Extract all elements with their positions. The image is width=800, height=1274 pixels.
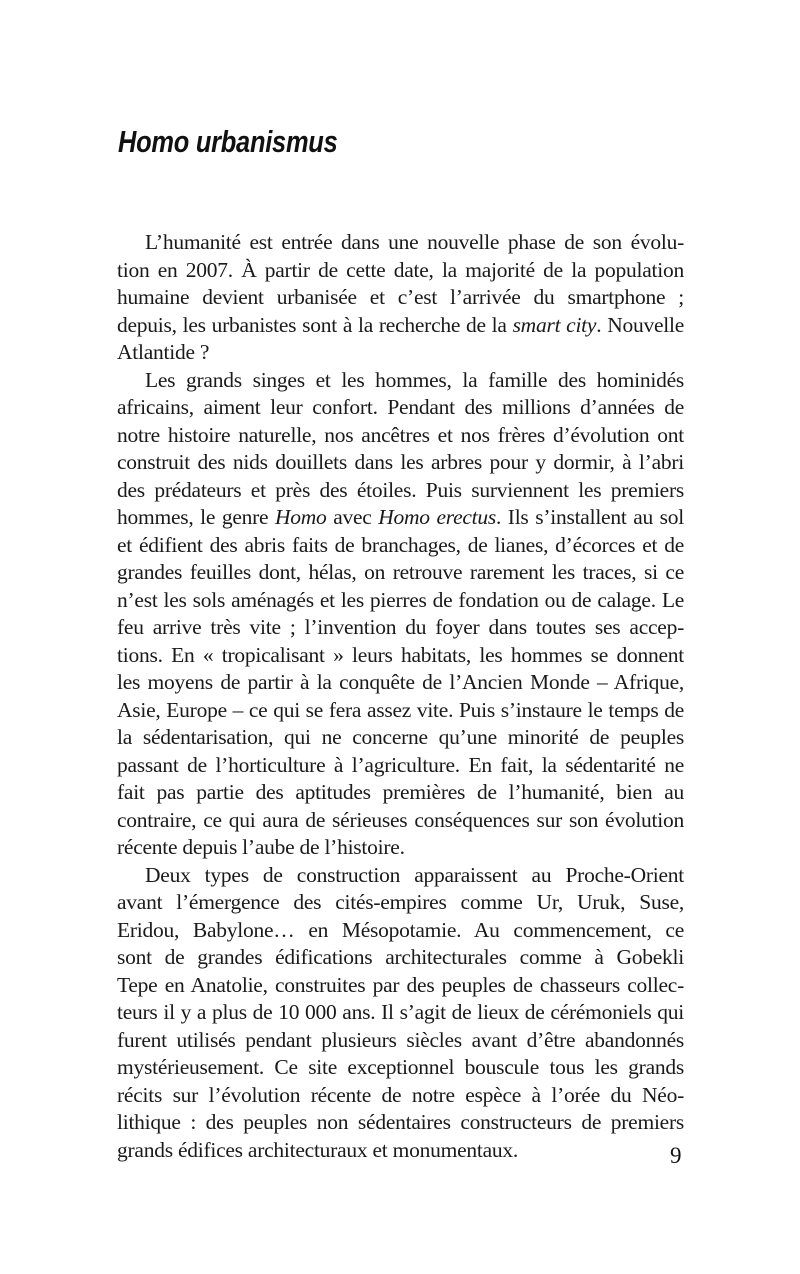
text-segment: teurs il y a plus de 10 000 ans. Il s’agit de lieux de cérémoniels qui: [117, 1000, 684, 1024]
text-segment: Atlantide ?: [117, 340, 210, 364]
text-line: [117, 807, 684, 835]
text-segment: sont de grandes édifications architecturales comme à Gobekli: [117, 945, 684, 969]
text-segment: construit des nids douillets dans les arbres pour y dormir, à l’abri: [117, 450, 684, 474]
text-segment: Deux types de construction apparaissent au Proche-Orient: [145, 862, 684, 887]
text-segment: contraire, ce qui aura de sérieuses conséquences sur son évolution: [117, 807, 684, 832]
text-segment: depuis, les urbanistes sont à la recherche de la: [117, 312, 513, 337]
text-segment: . Nouvelle: [596, 312, 684, 337]
paragraph: [117, 862, 684, 1165]
text-line: [117, 944, 684, 972]
text-line: [117, 972, 684, 1000]
text-line: [117, 1054, 684, 1082]
text-line: [117, 917, 684, 945]
paragraph: [117, 229, 684, 367]
text-line: [117, 999, 684, 1027]
text-segment: . Ils s’installent au sol: [496, 505, 684, 529]
text-segment: notre histoire naturelle, nos ancêtres et nos frères d’évolution ont: [117, 422, 684, 447]
text-segment: Asie, Europe – ce qui se fera assez vite. Puis s’instaure le temps de: [117, 697, 684, 722]
text-line: [117, 697, 684, 725]
text-line: [117, 394, 684, 422]
text-segment: lithique : des peuples non sédentaires constructeurs de premiers: [117, 1110, 684, 1134]
text-line: [117, 339, 684, 367]
text-line: [117, 834, 684, 862]
text-line: [117, 1137, 684, 1165]
text-segment: des prédateurs et près des étoiles. Puis surviennent les premiers: [117, 477, 684, 502]
text-line: [117, 1109, 684, 1137]
text-line: [117, 642, 684, 670]
text-segment: furent utilisés pendant plusieurs siècles avant d’être abandonnés: [117, 1027, 684, 1052]
text-segment: récente depuis l’aube de l’histoire.: [117, 835, 405, 859]
text-segment: et édifient des abris faits de branchages, de lianes, d’écorces et de: [117, 532, 684, 557]
text-line: [117, 559, 684, 587]
text-line: [117, 587, 684, 615]
italic-text: smart city: [512, 312, 597, 337]
body-text: [117, 229, 684, 1164]
text-line: [117, 669, 684, 697]
page-number: 9: [670, 1143, 682, 1168]
text-segment: avec: [326, 505, 379, 529]
text-segment: passant de l’horticulture à l’agriculture. En fait, la sédentarité ne: [117, 752, 684, 777]
text-line: [117, 889, 684, 917]
text-line: [117, 312, 684, 340]
text-segment: hommes, le genre: [117, 505, 275, 529]
text-line: [117, 477, 684, 505]
text-line: [117, 422, 684, 450]
text-segment: la sédentarisation, qui ne concerne qu’une minorité de peuples: [117, 725, 684, 749]
text-line: [117, 862, 684, 890]
text-segment: grandes feuilles dont, hélas, on retrouve rarement les traces, si ce: [117, 560, 684, 584]
text-line: [117, 257, 684, 285]
text-line: [117, 614, 684, 642]
text-line: [117, 724, 684, 752]
text-line: [117, 284, 684, 312]
text-line: [117, 449, 684, 477]
text-line: [117, 532, 684, 560]
chapter-title: Homo urbanismus: [118, 124, 338, 159]
text-segment: fait pas partie des aptitudes premières de l’humanité, bien au: [117, 780, 684, 804]
text-segment: feu arrive très vite ; l’invention du foyer dans toutes ses accep-: [117, 615, 684, 639]
text-line: [117, 779, 684, 807]
text-line: [117, 1082, 684, 1110]
text-segment: humaine devient urbanisée et c’est l’arrivée du smartphone ;: [117, 285, 684, 309]
text-line: [117, 752, 684, 780]
text-segment: Les grands singes et les hommes, la famille des hominidés: [145, 367, 684, 392]
text-segment: les moyens de partir à la conquête de l’Ancien Monde – Afrique,: [117, 670, 684, 694]
text-segment: tions. En « tropicalisant » leurs habitats, les hommes se donnent: [117, 642, 684, 667]
text-segment: n’est les sols aménagés et les pierres de fondation ou de calage. Le: [117, 587, 684, 612]
text-line: [117, 229, 684, 257]
text-segment: L’humanité est entrée dans une nouvelle phase de son évolu-: [145, 230, 684, 254]
text-segment: africains, aiment leur confort. Pendant des millions d’années de: [117, 395, 684, 419]
text-segment: avant l’émergence des cités-empires comme Ur, Uruk, Suse,: [117, 890, 684, 914]
text-segment: Tepe en Anatolie, construites par des peuples de chasseurs collec-: [117, 972, 684, 997]
text-line: [117, 367, 684, 395]
text-segment: mystérieusement. Ce site exceptionnel bouscule tous les grands: [117, 1055, 684, 1079]
italic-text: Homo: [274, 505, 327, 529]
text-segment: grands édifices architecturaux et monumentaux.: [117, 1137, 519, 1162]
text-line: [117, 504, 684, 532]
paragraph: [117, 367, 684, 862]
text-line: [117, 1027, 684, 1055]
italic-text: Homo erectus: [378, 505, 497, 529]
text-segment: Eridou, Babylone… en Mésopotamie. Au commencement, ce: [117, 917, 684, 942]
text-segment: récits sur l’évolution récente de notre espèce à l’orée du Néo-: [117, 1082, 684, 1107]
text-segment: tion en 2007. À partir de cette date, la majorité de la population: [117, 257, 684, 282]
